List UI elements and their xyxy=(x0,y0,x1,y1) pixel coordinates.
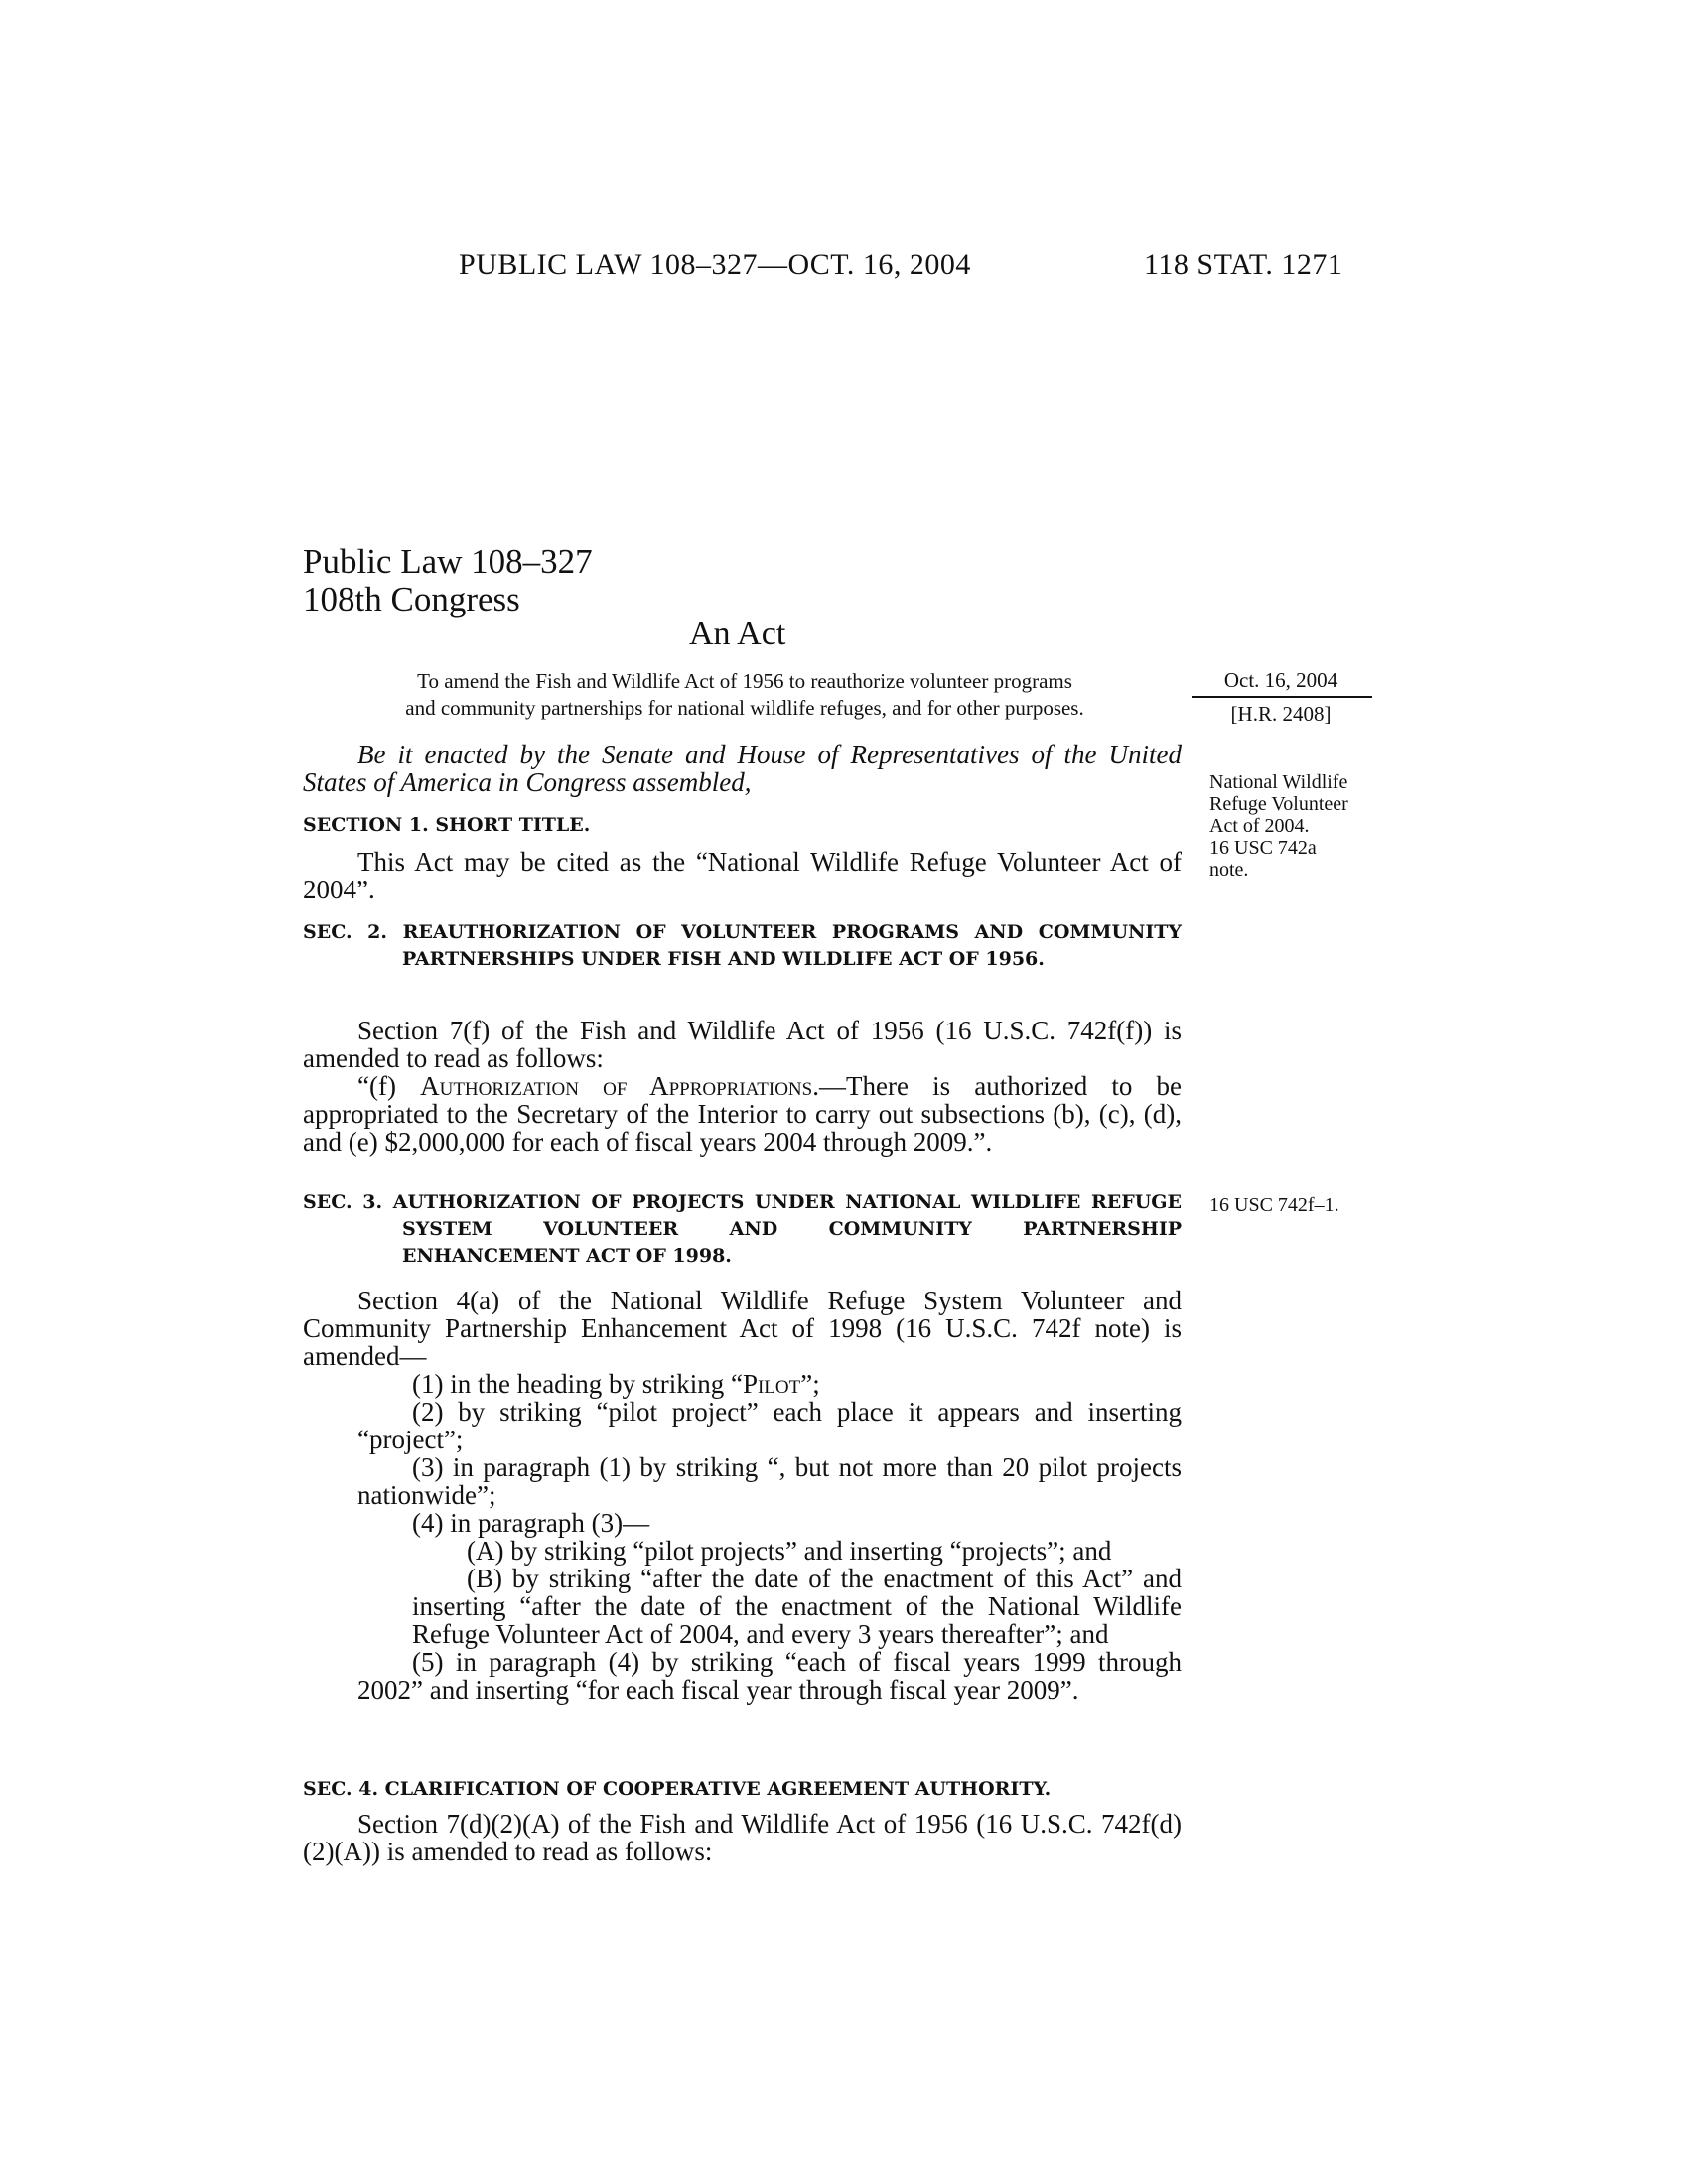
section-2-intro: Section 7(f) of the Fish and Wildlife Act of 1956 (16 U.S.C. 742f(f)) is amended to read as follows: xyxy=(303,1016,1182,1073)
act-heading: An Act xyxy=(689,615,786,652)
section-3-item-4a: (A) by striking “pilot projects” and inserting “projects”; and xyxy=(467,1536,1112,1566)
margin-note-line: note. xyxy=(1209,859,1249,881)
section-3 xyxy=(303,1189,1182,1270)
running-head-law: PUBLIC LAW 108–327—OCT. 16, 2004 xyxy=(459,248,971,281)
margin-bill-number: [H.R. 2408] xyxy=(1230,702,1332,726)
section-2-quote xyxy=(303,1072,1182,1156)
public-law-number: Public Law 108–327 xyxy=(303,542,593,581)
section-4-body xyxy=(303,1810,1182,1865)
margin-note-short-title xyxy=(1209,771,1348,881)
section-3-intro: Section 4(a) of the National Wildlife Refuge System Volunteer and Community Partnership Enhancement Act of 1998 (16 U.S.C. 742f note) is amended— xyxy=(303,1286,1182,1371)
section-3-item-1-post: ”; xyxy=(800,1369,820,1399)
section-1 xyxy=(303,812,1182,839)
section-4-text: Section 7(d)(2)(A) of the Fish and Wildlife Act of 1956 (16 U.S.C. 742f(d)(2)(A)) is amended to read as follows: xyxy=(303,1809,1182,1866)
running-head-stat: 118 STAT. 1271 xyxy=(1144,248,1343,281)
section-3-item-4b: (B) by striking “after the date of the enactment of this Act” and inserting “after the date of the enactment of the National Wildlife Refuge Volunteer Act of 2004, and every 3 years thereafter”; and xyxy=(412,1564,1182,1649)
section-3-item-3: (3) in paragraph (1) by striking “, but not more than 20 pilot projects nationwide”; xyxy=(357,1452,1182,1510)
margin-note-line: Refuge Volunteer xyxy=(1209,793,1348,815)
section-1-heading: SECTION 1. SHORT TITLE. xyxy=(303,814,591,836)
margin-date-rule xyxy=(1192,696,1372,698)
section-4 xyxy=(303,1776,1182,1803)
section-3-item-1-smallcaps: Pilot xyxy=(742,1369,801,1399)
purpose-block xyxy=(298,668,1192,722)
section-4-heading: SEC. 4. CLARIFICATION OF COOPERATIVE AGREEMENT AUTHORITY. xyxy=(303,1778,1052,1800)
section-2 xyxy=(303,919,1182,973)
section-3-heading: SEC. 3. AUTHORIZATION OF PROJECTS UNDER NATIONAL WILDLIFE REFUGE SYSTEM VOLUNTEER AND COMMUNITY PARTNERSHIP ENHANCEMENT ACT OF 1998. xyxy=(303,1191,1182,1267)
enacting-clause: Be it enacted by the Senate and House of Representatives of the United States of America in Congress assembled, xyxy=(303,740,1182,797)
section-1-body xyxy=(303,848,1182,903)
section-2-quote-heading: Authorization of Appropriations. xyxy=(420,1071,819,1101)
margin-date: Oct. 16, 2004 xyxy=(1223,668,1338,692)
margin-note-line: Act of 2004. xyxy=(1209,815,1310,837)
section-3-item-1-pre: (1) in the heading by striking “ xyxy=(412,1369,743,1399)
section-3-item-5: (5) in paragraph (4) by striking “each of fiscal years 1999 through 2002” and inserting “for each fiscal year through fiscal year 2009”. xyxy=(357,1647,1182,1705)
section-2-quote-open: “(f) xyxy=(357,1071,421,1101)
section-3-item-2: (2) by striking “pilot project” each place it appears and inserting “project”; xyxy=(357,1397,1182,1454)
purpose-line-1: To amend the Fish and Wildlife Act of 1956 to reauthorize volunteer programs xyxy=(417,669,1072,693)
margin-note-line: National Wildlife xyxy=(1209,771,1348,793)
purpose-line-2: and community partnerships for national wildlife refuges, and for other purposes. xyxy=(405,696,1084,720)
section-2-body xyxy=(303,1017,1182,1156)
enacting-clause-block xyxy=(303,741,1182,796)
section-2-quote-text: —There is authorized to be appropriated to the Secretary of the Interior to carry out subsections (b), (c), (d), and (e) $2,000,000 for each of fiscal years 2004 through 2009.”. xyxy=(303,1071,1182,1157)
section-3-item-1 xyxy=(303,1370,1182,1398)
margin-note-line: 16 USC 742a xyxy=(1209,837,1317,859)
section-2-heading: SEC. 2. REAUTHORIZATION OF VOLUNTEER PROGRAMS AND COMMUNITY PARTNERSHIPS UNDER FISH AND WILDLIFE ACT OF 1956. xyxy=(303,921,1182,970)
margin-note-sec3: 16 USC 742f–1. xyxy=(1209,1194,1339,1216)
section-3-body xyxy=(303,1287,1182,1704)
section-1-text: This Act may be cited as the “National Wildlife Refuge Volunteer Act of 2004”. xyxy=(303,847,1182,904)
congress-number: 108th Congress xyxy=(303,580,520,618)
section-3-item-4: (4) in paragraph (3)— xyxy=(412,1508,650,1538)
